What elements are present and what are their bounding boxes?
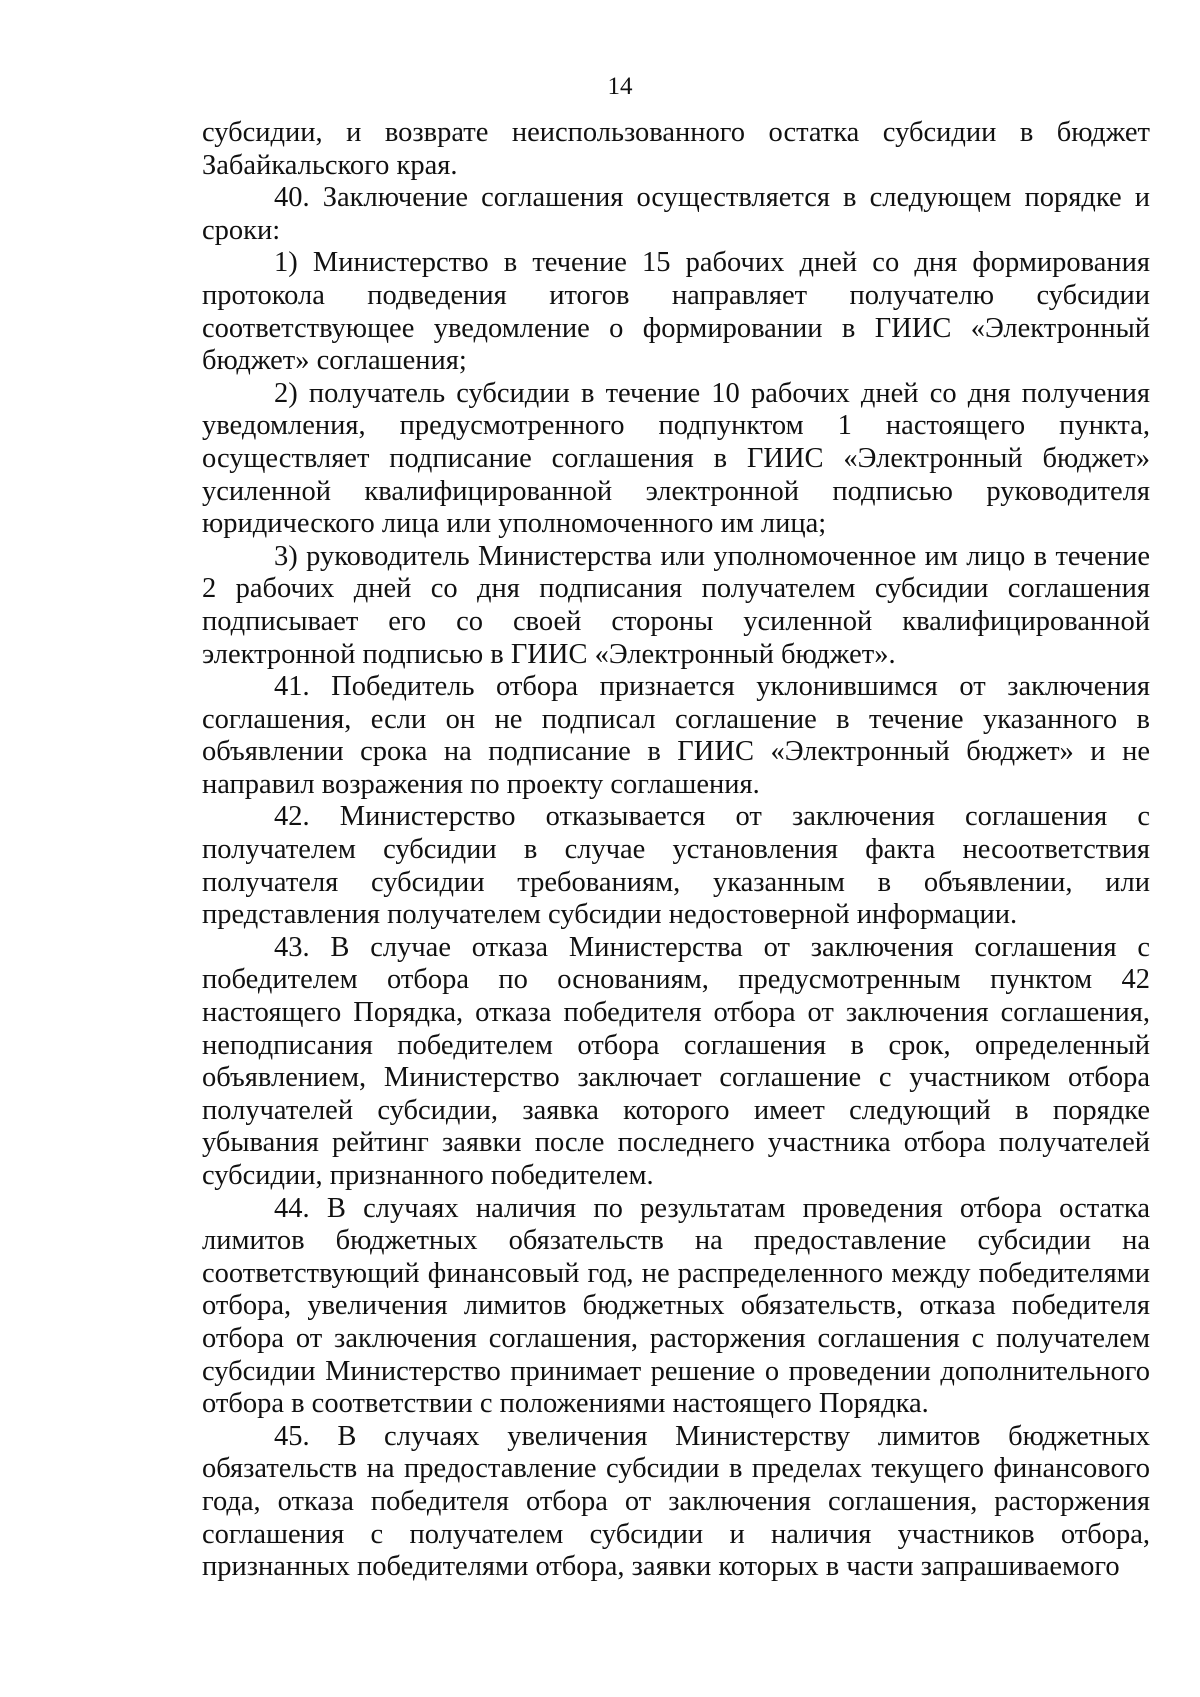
paragraph-42: 42. Министерство отказывается от заключения соглашения с получателем субсидии в случае установления факта несоответствия получателя субсидии требованиям, указанным в объявлении, или представления получателем субсидии недостоверной информации. bbox=[202, 801, 1150, 931]
paragraph-40: 40. Заключение соглашения осуществляется в следующем порядке и сроки: bbox=[202, 182, 1150, 246]
paragraph-41: 41. Победитель отбора признается уклонившимся от заключения соглашения, если он не подписал соглашение в течение указанного в объявлении срока на подписание в ГИИС «Электронный бюджет» и не направил возражения по проекту соглашения. bbox=[202, 671, 1150, 800]
paragraph-continuation: субсидии, и возврате неиспользованного остатка субсидии в бюджет Забайкальского края. bbox=[202, 117, 1150, 181]
paragraph-40-item-3: 3) руководитель Министерства или уполномоченное им лицо в течение 2 рабочих дней со дня подписания получателем субсидии соглашения подписывает его со своей стороны усиленной квалифицированной электронной подписью в ГИИС «Электронный бюджет». bbox=[202, 540, 1150, 670]
document-body bbox=[202, 117, 1150, 1584]
paragraph-40-item-2: 2) получатель субсидии в течение 10 рабочих дней со дня получения уведомления, предусмотренного подпунктом 1 настоящего пункта, осуществляет подписание соглашения в ГИИС «Электронный бюджет» усиленной квалифицированной электронной подписью руководителя юридического лица или уполномоченного им лица; bbox=[202, 377, 1150, 540]
paragraph-44: 44. В случаях наличия по результатам проведения отбора остатка лимитов бюджетных обязательств на предоставление субсидии на соответствующий финансовый год, не распределенного между победителями отбора, увеличения лимитов бюджетных обязательств, отказа победителя отбора от заключения соглашения, расторжения соглашения с получателем субсидии Министерство принимает решение о проведении дополнительного отбора в соответствии с положениями настоящего Порядка. bbox=[202, 1192, 1150, 1420]
paragraph-43: 43. В случае отказа Министерства от заключения соглашения с победителем отбора по основаниям, предусмотренным пунктом 42 настоящего Порядка, отказа победителя отбора от заключения соглашения, неподписания победителем отбора соглашения в срок, определенный объявлением, Министерство заключает соглашение с участником отбора получателей субсидии, заявка которого имеет следующий в порядке убывания рейтинг заявки после последнего участника отбора получателей субсидии, признанного победителем. bbox=[202, 931, 1150, 1191]
page-number: 14 bbox=[607, 73, 633, 100]
paragraph-45: 45. В случаях увеличения Министерству лимитов бюджетных обязательств на предоставление субсидии в пределах текущего финансового года, отказа победителя отбора от заключения соглашения, расторжения соглашения с получателем субсидии и наличия участников отбора, признанных победителями отбора, заявки которых в части запрашиваемого bbox=[202, 1420, 1150, 1583]
paragraph-40-item-1: 1) Министерство в течение 15 рабочих дней со дня формирования протокола подведения итогов направляет получателю субсидии соответствующее уведомление о формировании в ГИИС «Электронный бюджет» соглашения; bbox=[202, 247, 1150, 377]
